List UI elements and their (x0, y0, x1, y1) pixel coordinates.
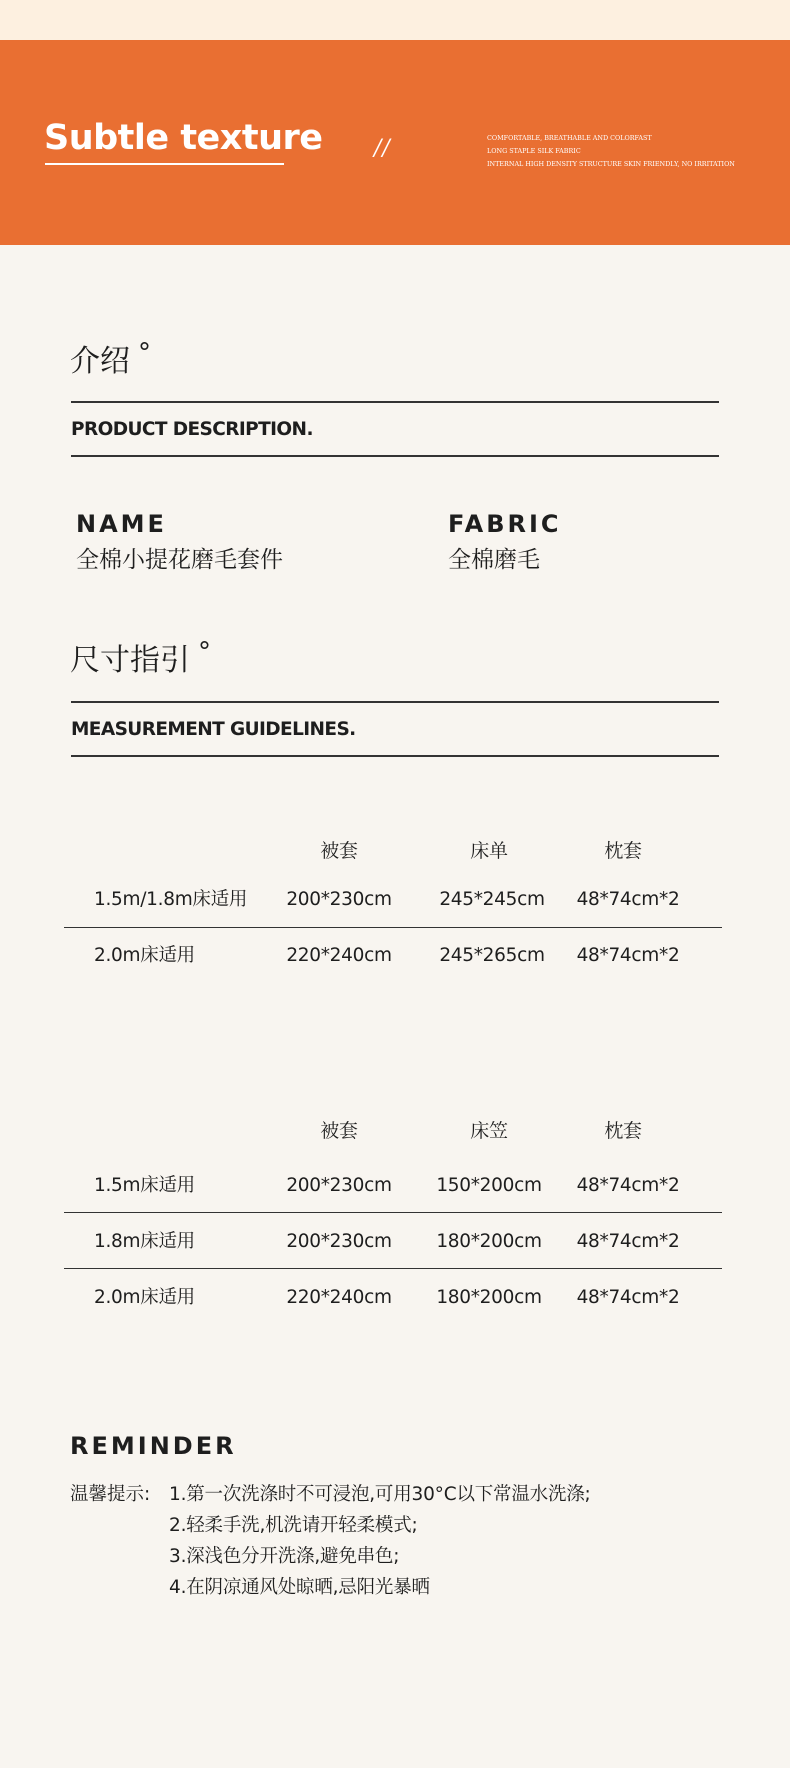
reminder-item: 3.深浅色分开洗涤,避免串色; (169, 1546, 400, 1567)
reminder-item: 1.第一次洗涤时不可浸泡,可用30°C以下常温水洗涤; (169, 1484, 591, 1505)
divider (71, 755, 719, 757)
row-divider (64, 1268, 722, 1269)
duvet-cell: 200*230cm (286, 1231, 392, 1252)
intro-title-text: 介绍 (70, 344, 130, 379)
size-guide-subtitle: MEASUREMENT GUIDELINES. (71, 719, 356, 740)
duvet-cell: 200*230cm (286, 889, 392, 910)
pillow-cell: 48*74cm*2 (576, 889, 680, 910)
table-header: 枕套 (604, 840, 642, 862)
name-value: 全棉小提花磨毛套件 (76, 547, 283, 573)
intro-subtitle: PRODUCT DESCRIPTION. (71, 419, 313, 440)
banner-title-underline (45, 163, 284, 165)
duvet-cell: 200*230cm (286, 1175, 392, 1196)
reminder-item: 2.轻柔手洗,机洗请开轻柔模式; (169, 1515, 418, 1536)
top-strip (0, 0, 790, 40)
sheet-cell: 245*265cm (439, 945, 545, 966)
bed-size-cell: 2.0m床适用 (94, 1287, 195, 1308)
banner-title: Subtle texture (44, 118, 323, 158)
row-divider (64, 927, 722, 928)
size-guide-title-text: 尺寸指引 (70, 643, 190, 678)
pillow-cell: 48*74cm*2 (576, 945, 680, 966)
table-header: 被套 (320, 840, 358, 862)
degree-mark: ° (198, 637, 211, 667)
table-header: 被套 (320, 1120, 358, 1142)
banner-separator: // (374, 136, 391, 161)
divider (71, 401, 719, 403)
bed-size-cell: 1.8m床适用 (94, 1231, 195, 1252)
banner-note: LONG STAPLE SILK FABRIC (487, 147, 581, 155)
divider (71, 701, 719, 703)
table-header: 枕套 (604, 1120, 642, 1142)
reminder-title: REMINDER (70, 1432, 237, 1460)
intro-title (70, 338, 151, 381)
fitted-sheet-cell: 180*200cm (436, 1231, 542, 1252)
reminder-item: 4.在阴凉通风处晾晒,忌阳光暴晒 (169, 1577, 430, 1598)
bed-size-cell: 1.5m/1.8m床适用 (94, 889, 248, 910)
divider (71, 455, 719, 457)
degree-mark: ° (138, 338, 151, 368)
bed-size-cell: 2.0m床适用 (94, 945, 195, 966)
table-header: 床单 (470, 840, 508, 862)
fabric-value: 全棉磨毛 (448, 547, 540, 573)
duvet-cell: 220*240cm (286, 1287, 392, 1308)
bed-size-cell: 1.5m床适用 (94, 1175, 195, 1196)
size-guide-title (70, 637, 211, 680)
fitted-sheet-cell: 150*200cm (436, 1175, 542, 1196)
fabric-label: FABRIC (448, 510, 562, 538)
pillow-cell: 48*74cm*2 (576, 1231, 680, 1252)
row-divider (64, 1212, 722, 1213)
sheet-cell: 245*245cm (439, 889, 545, 910)
banner-note: INTERNAL HIGH DENSITY STRUCTURE SKIN FRIENDLY, NO IRRITATION (487, 160, 735, 168)
banner-note: COMFORTABLE, BREATHABLE AND COLORFAST (487, 134, 652, 142)
fitted-sheet-cell: 180*200cm (436, 1287, 542, 1308)
pillow-cell: 48*74cm*2 (576, 1287, 680, 1308)
table-header: 床笠 (470, 1120, 508, 1142)
duvet-cell: 220*240cm (286, 945, 392, 966)
reminder-label: 温馨提示: (70, 1484, 151, 1505)
pillow-cell: 48*74cm*2 (576, 1175, 680, 1196)
banner-notes (487, 132, 735, 171)
name-label: NAME (76, 510, 167, 538)
